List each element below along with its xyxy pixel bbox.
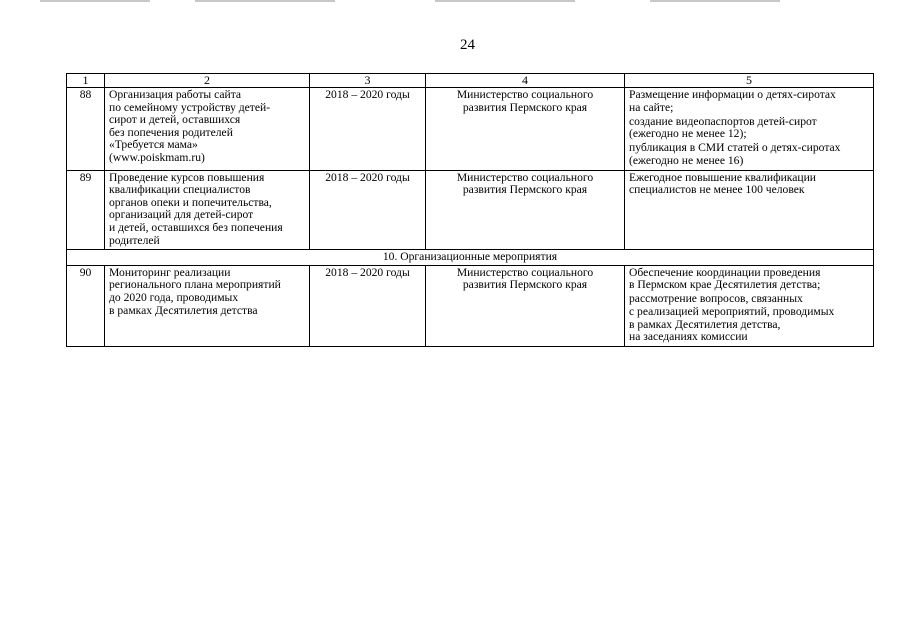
result-line: Размещение информации о детях-сиротах <box>629 88 836 101</box>
period-cell: 2018 – 2020 годы <box>310 170 426 250</box>
scan-edge-mark <box>650 0 780 2</box>
column-number: 1 <box>67 74 105 88</box>
result-line: специалистов не менее 100 человек <box>629 183 805 197</box>
result-paragraph <box>629 142 869 167</box>
row-number: 88 <box>67 88 105 171</box>
executor-line: развития Пермского края <box>462 183 588 197</box>
period-cell: 2018 – 2020 годы <box>310 88 426 171</box>
activity-line: до 2020 года, проводимых <box>109 290 239 304</box>
column-number: 2 <box>105 74 310 88</box>
table-row <box>67 265 874 346</box>
activity-line: квалификации специалистов <box>109 183 251 197</box>
column-number-row <box>67 74 874 88</box>
activity-line: (www.poiskmam.ru) <box>109 150 205 164</box>
activity-cell <box>105 88 310 171</box>
result-paragraph <box>629 89 869 114</box>
activity-cell <box>105 170 310 250</box>
activity-line: без попечения родителей <box>109 125 233 139</box>
result-line: на сайте; <box>629 100 674 114</box>
result-paragraph <box>629 116 869 141</box>
row-number: 89 <box>67 170 105 250</box>
section-title: 10. Организационные мероприятия <box>67 250 874 266</box>
activity-line: родителей <box>109 233 160 247</box>
result-line: с реализацией мероприятий, проводимых <box>629 305 835 318</box>
activity-line: организаций для детей-сирот <box>109 208 254 222</box>
result-cell <box>625 265 874 346</box>
result-paragraph <box>629 172 869 197</box>
activity-line: органов опеки и попечительства, <box>109 195 272 209</box>
scan-edge-mark <box>40 0 150 2</box>
activity-cell <box>105 265 310 346</box>
executor-line: Министерство социального <box>456 170 594 184</box>
result-line: в рамках Десятилетия детства, <box>629 317 781 331</box>
table-row <box>67 170 874 250</box>
result-line: Обеспечение координации проведения <box>629 265 821 279</box>
scan-edge-mark <box>195 0 335 2</box>
result-line: (ежегодно не менее 16) <box>629 153 744 167</box>
executor-line: Министерство социального <box>456 265 594 279</box>
row-number: 90 <box>67 265 105 346</box>
scan-edge-mark <box>435 0 575 2</box>
column-number: 4 <box>426 74 625 88</box>
result-cell <box>625 88 874 171</box>
executor-line: развития Пермского края <box>462 278 588 292</box>
activity-line: сирот и детей, оставшихся <box>109 113 241 127</box>
activity-line: по семейному устройству детей- <box>109 100 271 114</box>
result-cell <box>625 170 874 250</box>
page-number: 24 <box>460 37 475 53</box>
result-line: публикация в СМИ статей о детях-сиротах <box>629 141 841 155</box>
activity-line: и детей, оставшихся без попечения <box>109 220 283 234</box>
activity-line: Проведение курсов повышения <box>109 170 265 184</box>
executor-cell <box>426 265 625 346</box>
activity-line: в рамках Десятилетия детства <box>109 303 258 317</box>
activity-line: регионального плана мероприятий <box>109 278 281 292</box>
activity-line: «Требуется мама» <box>109 138 198 152</box>
result-paragraph <box>629 267 869 292</box>
result-line: рассмотрение вопросов, связанных <box>629 292 803 306</box>
result-line: создание видеопаспортов детей-сирот <box>629 114 817 128</box>
result-paragraph <box>629 293 869 343</box>
result-line: (ежегодно не менее 12); <box>629 127 747 141</box>
column-number: 5 <box>625 74 874 88</box>
table-row <box>67 88 874 171</box>
measures-table <box>66 73 874 347</box>
result-line: Ежегодное повышение квалификации <box>629 170 817 184</box>
result-line: на заседаниях комиссии <box>629 330 748 344</box>
activity-line: Организация работы сайта <box>109 88 242 101</box>
executor-line: развития Пермского края <box>462 100 588 114</box>
period-cell: 2018 – 2020 годы <box>310 265 426 346</box>
column-number: 3 <box>310 74 426 88</box>
activity-line: Мониторинг реализации <box>109 265 231 279</box>
result-line: в Пермском крае Десятилетия детства; <box>629 278 821 292</box>
executor-cell <box>426 88 625 171</box>
executor-cell <box>426 170 625 250</box>
section-header-row <box>67 250 874 266</box>
executor-line: Министерство социального <box>456 88 594 101</box>
